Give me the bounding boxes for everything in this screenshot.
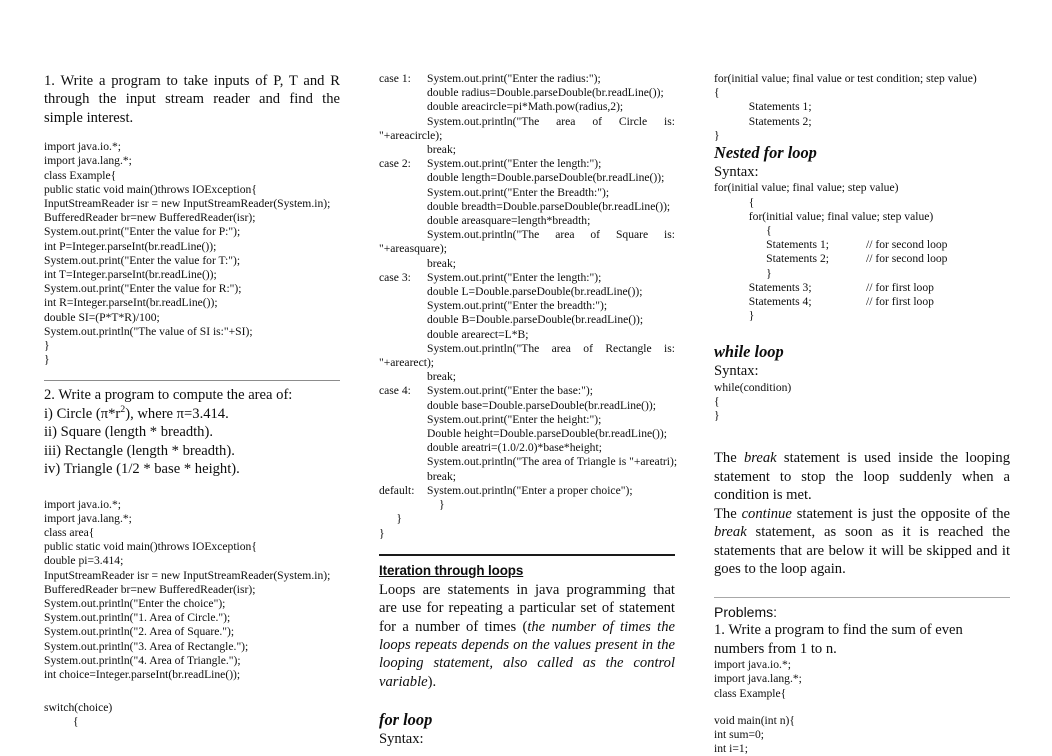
code-line: System.out.println("3. Area of Rectangle."); [44,639,249,653]
code-line: System.out.println("The area of Triangle is "+areatri); [427,455,678,469]
nested-for-loop-heading: Nested for loop [714,143,817,163]
iteration-text-italic: the number of times the loops repeats depends on the values present in the looping statement, also called as the control variable [379,618,675,690]
statement-text: Statements 4; [714,295,812,309]
code-line: { [714,86,720,100]
code-line: System.out.println("1. Area of Circle."); [44,611,231,625]
break-paragraph [714,449,1010,504]
code-line: System.out.print("Enter the breadth:"); [427,299,608,313]
code-line: int sum=0; [714,727,765,741]
switch-case-block [379,384,678,483]
comment-text: // for first loop [866,295,934,309]
code-line: System.out.print("Enter the height:"); [427,412,602,426]
code-line: BufferedReader br=new BufferedReader(isr); [44,582,256,596]
case-body [427,484,675,512]
code-line: System.out.print("Enter the radius:"); [427,72,601,85]
code-line: System.out.print("Enter the value for T:"); [44,253,241,267]
switch-case-block [379,72,675,157]
spacer [44,479,340,498]
spacer [44,127,340,140]
break-keyword: break [743,450,777,467]
code-line: class Example{ [714,686,787,700]
code-line: } [439,498,445,512]
iteration-text-tail: ). [427,673,437,690]
case-label: case 2: [379,157,411,171]
question-2-item-square: ii) Square (length * breadth). [44,424,213,441]
code-line: System.out.println("Enter the choice"); [44,596,226,610]
problem-1-code-top [714,658,1010,701]
code-line: double areacircle=pi*Math.pow(radius,2); [427,100,624,114]
code-line: System.out.print("Enter the Breadth:"); [427,185,610,199]
code-line: double areasquare=length*breadth; [427,214,591,228]
code-line-justified: System.out.println("The area of Rectangle is: [427,341,675,355]
spacer [714,323,1010,342]
for-loop-syntax-block [714,72,1010,143]
code-line: double length=Double.parseDouble(br.readLine()); [427,171,665,185]
code-line: } [714,309,755,323]
commented-code-row [714,238,1010,252]
case-row [379,72,675,129]
code-line: System.out.print("Enter the length:"); [427,270,602,284]
code-line: void main(int n){ [714,713,795,727]
problems-label: Problems: [714,604,778,621]
code-line: Statements 2; [714,114,812,128]
code-line: double breadth=Double.parseDouble(br.readLine()); [427,199,671,213]
nested-for-loop-block [714,181,1010,323]
continue-text-lead: The [714,505,742,522]
case-row [379,271,675,356]
code-line: InputStreamReader isr = new InputStreamReader(System.in); [44,568,331,582]
code-line: double B=Double.parseDouble(br.readLine()); [427,313,644,327]
code-line: import java.io.*; [44,497,121,511]
code-line: System.out.println("Enter a proper choice"); [427,483,633,497]
case-row [379,384,678,483]
case-label: case 4: [379,384,411,398]
code-line-continuation: "+areacircle); [379,128,443,142]
code-line: import java.io.*; [44,140,121,154]
code-line: break; [427,469,456,483]
iteration-heading: Iteration through loops [379,562,524,578]
code-line: int i=1; [714,742,748,756]
code-line: while(condition) [714,380,792,394]
column-3 [714,72,1010,756]
for-loop-syntax-label: Syntax: [379,731,424,748]
code-line: } [714,409,720,423]
code-line: InputStreamReader isr = new InputStreamReader(System.in); [44,197,331,211]
code-line: break; [427,370,456,384]
code-line: { [714,195,755,209]
commented-code-row [714,295,1010,309]
commented-code-row [714,281,1010,295]
code-line: System.out.print("Enter the length:"); [427,157,602,171]
code-line: class area{ [44,525,95,539]
code-line: import java.lang.*; [44,511,132,525]
for-loop-heading: for loop [379,710,433,730]
code-line: double radius=Double.parseDouble(br.readLine()); [427,86,664,100]
spacer [714,578,1010,597]
statement-text: Statements 2; [714,252,829,266]
switch-closing-brace: } [379,512,402,526]
case-label: case 3: [379,270,411,284]
question-2-item-rectangle: iii) Rectangle (length * breadth). [44,442,235,459]
switch-default-block [379,484,675,512]
code-line: public static void main()throws IOException{ [44,540,257,554]
code-line: double base=Double.parseDouble(br.readLine()); [427,398,656,412]
problem-1-code-body [714,714,1010,756]
continue-text-tail: statement, as soon as it is reached the statements that are below it will be skipped and it goes to the loop again. [714,524,1010,577]
code-line: class Example{ [44,168,117,182]
code-line: for(initial value; final value or test condition; step value) [714,72,977,85]
code-line: double areatri=(1.0/2.0)*base*height; [427,441,602,455]
code-line: double SI=(P*T*R)/100; [44,310,160,324]
question-2-heading: 2. Write a program to compute the area of: [44,387,293,404]
case-body [427,384,678,483]
case-body [427,271,675,356]
code-line: int P=Integer.parseInt(br.readLine()); [44,239,217,253]
continue-text-mid: statement is just the opposite of the [791,505,1010,522]
problem-1-heading: 1. Write a program to find the sum of even numbers from 1 to n. [714,622,963,657]
while-syntax-label: Syntax: [714,363,759,380]
spacer [714,701,1010,714]
code-line: { [714,395,720,409]
iteration-text-plain: Loops are statements in java programming that are use for repeating a particular set of statement for a number of times ( [379,581,675,635]
continue-paragraph [714,505,1010,579]
case-label: case 1: [379,72,411,85]
commented-code-row [714,252,1010,266]
code-line: BufferedReader br=new BufferedReader(isr); [44,211,256,225]
code-line: System.out.println("2. Area of Square."); [44,625,235,639]
spacer [379,691,675,710]
code-line-continuation: "+areasquare); [379,242,447,256]
code-line: for(initial value; final value; step value) [714,209,934,223]
code-line: int T=Integer.parseInt(br.readLine()); [44,268,217,282]
spacer [44,682,340,701]
switch-statement: switch(choice) [44,701,113,715]
code-line: { [714,224,772,238]
code-line-justified: System.out.println("The area of Square is: [427,228,675,242]
code-line-justified: System.out.println("The area of Circle is: [427,114,675,128]
code-line: int choice=Integer.parseInt(br.readLine()); [44,667,241,681]
code-line: Double height=Double.parseDouble(br.readLine()); [427,427,667,441]
code-line: int R=Integer.parseInt(br.readLine()); [44,296,218,310]
comment-text: // for second loop [866,252,948,266]
while-loop-heading: while loop [714,342,784,362]
code-line-continuation: "+arearect); [379,356,435,370]
case-row [379,157,675,242]
code-line: public static void main()throws IOException{ [44,182,257,196]
question-1-heading: 1. Write a program to take inputs of P, T and R through the input stream reader and find the simple interest. [44,73,340,126]
column-2 [379,72,678,749]
code-line: System.out.println("The value of SI is:"+SI); [44,324,253,338]
method-closing-brace: } [379,526,385,540]
comment-text: // for first loop [866,280,934,294]
code-line: } [714,128,720,142]
continue-keyword: continue [741,505,792,522]
code-line: break; [427,256,456,270]
case-label: default: [379,483,415,497]
code-line: } [44,339,50,353]
question-2-code [44,498,340,683]
code-line: } [714,266,772,280]
case-row [379,484,675,512]
code-line: Statements 1; [714,100,812,114]
code-line: } [44,353,50,367]
switch-case-block [379,271,675,385]
spacer [714,423,1010,449]
switch-case-block [379,157,675,271]
code-line: double pi=3.414; [44,554,124,568]
spacer [379,541,675,554]
code-line: double arearect=L*B; [427,327,529,341]
q2-circle-pre: i) Circle (π*r [44,405,121,422]
q2-circle-exponent: 2 [120,404,126,416]
break-text-rest: statement is used inside the looping statement to stop the loop suddenly when a condition is met. [714,450,1010,504]
statement-text: Statements 3; [714,280,812,294]
code-line: System.out.println("4. Area of Triangle."); [44,653,241,667]
code-line: for(initial value; final value; step value) [714,181,899,195]
statement-text: Statements 1; [714,238,829,252]
code-line: System.out.print("Enter the value for R:"); [44,282,242,296]
column-1 [44,72,340,730]
code-line: import java.lang.*; [44,154,132,168]
nested-syntax-label: Syntax: [714,164,759,181]
case-body [427,72,675,129]
spacer [44,367,340,380]
code-line: System.out.print("Enter the base:"); [427,384,593,398]
break-keyword-2: break [714,524,747,541]
iteration-paragraph [379,581,675,691]
question-2-item-circle [44,405,340,423]
question-1-code [44,140,340,367]
code-line: break; [427,143,456,157]
while-loop-syntax-block [714,381,1010,424]
case-body [427,157,675,242]
comment-text: // for second loop [866,238,948,252]
break-text-lead: The [714,450,744,467]
q2-circle-post: ), where π=3.414. [125,405,229,422]
question-2-item-triangle: iv) Triangle (1/2 * base * height). [44,461,240,478]
code-line: import java.io.*; [714,658,791,672]
code-line: double L=Double.parseDouble(br.readLine()); [427,285,643,299]
switch-open-brace: { [44,715,79,729]
code-line: System.out.print("Enter the value for P:"); [44,225,241,239]
code-line: import java.lang.*; [714,672,802,686]
